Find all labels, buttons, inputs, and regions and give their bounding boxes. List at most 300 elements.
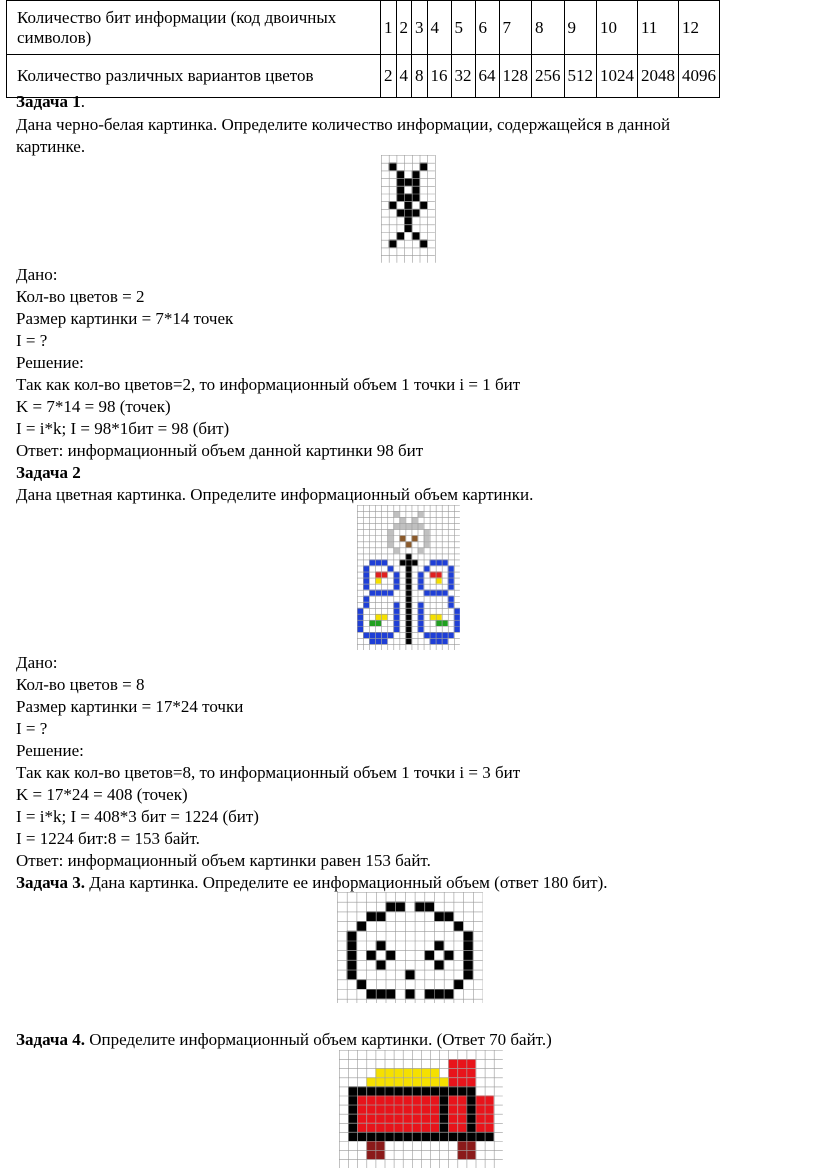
task2-unknown: I = ? — [16, 719, 48, 738]
pixel — [420, 163, 428, 171]
pixel — [376, 941, 386, 951]
task2-step1: Так как кол-во цветов=8, то информационный объем 1 точки i = 3 бит — [16, 763, 521, 782]
pixel — [347, 950, 357, 960]
pixel — [387, 566, 393, 572]
pixel — [393, 547, 399, 553]
pixel — [405, 590, 411, 596]
table-cell: 128 — [499, 55, 532, 98]
pixel — [424, 950, 434, 960]
pixel — [369, 590, 375, 596]
pixel — [421, 1068, 430, 1077]
pixel — [424, 529, 430, 535]
pixel — [434, 989, 444, 999]
pixel — [405, 602, 411, 608]
pixel — [348, 1123, 357, 1132]
pixel — [412, 1086, 421, 1095]
pixel — [436, 632, 442, 638]
pixel — [394, 1096, 403, 1105]
pixel — [466, 1068, 475, 1077]
pixel — [375, 1114, 384, 1123]
pixel — [454, 614, 460, 620]
pixel — [375, 1105, 384, 1114]
pixel — [436, 578, 442, 584]
pixel — [366, 1086, 375, 1095]
pixel — [476, 1123, 485, 1132]
pixel — [385, 1086, 394, 1095]
task2-heading — [16, 462, 81, 484]
pixel — [448, 1068, 457, 1077]
pixel — [442, 620, 448, 626]
pixel — [424, 632, 430, 638]
table-cell: 16 — [427, 55, 451, 98]
pixel — [375, 1096, 384, 1105]
pixel — [394, 1086, 403, 1095]
pixel — [421, 1132, 430, 1141]
pixel — [412, 1114, 421, 1123]
table-cell: 12 — [679, 1, 720, 55]
pixel — [405, 523, 411, 529]
task3-heading — [16, 872, 608, 894]
table-cell: 9 — [564, 1, 597, 55]
task1-title: Задача 1 — [16, 92, 81, 111]
table-cell: 256 — [532, 55, 565, 98]
pixel — [375, 578, 381, 584]
pixel — [405, 638, 411, 644]
pixel — [363, 578, 369, 584]
pixel — [385, 1114, 394, 1123]
pixel — [442, 590, 448, 596]
pixel — [348, 1105, 357, 1114]
pixel — [418, 572, 424, 578]
pixel — [375, 638, 381, 644]
table-cell: 4096 — [679, 55, 720, 98]
pixel — [404, 209, 412, 217]
pixel — [375, 590, 381, 596]
pixel — [457, 1059, 466, 1068]
pixel — [442, 632, 448, 638]
pixel — [466, 1086, 475, 1095]
pixel — [448, 602, 454, 608]
pixel — [430, 1086, 439, 1095]
task2-given: Дано: — [16, 653, 58, 672]
table-cell: 1024 — [597, 55, 638, 98]
pixel — [375, 1141, 384, 1150]
pixel — [381, 614, 387, 620]
pixel — [448, 566, 454, 572]
pixel — [403, 1086, 412, 1095]
task2-step4: I = 1224 бит:8 = 153 байт. — [16, 829, 200, 848]
table-cell: 2048 — [638, 55, 679, 98]
pixel — [393, 584, 399, 590]
pixel — [439, 1105, 448, 1114]
pixel — [439, 1077, 448, 1086]
pixel — [466, 1132, 475, 1141]
pixel — [385, 1132, 394, 1141]
pixel — [347, 970, 357, 980]
table-cell: 4 — [396, 55, 412, 98]
pixel — [357, 1123, 366, 1132]
pixel — [366, 1150, 375, 1159]
table-cell: 512 — [564, 55, 597, 98]
pixel — [485, 1132, 494, 1141]
pixel — [411, 535, 417, 541]
pixel — [366, 1123, 375, 1132]
pixel — [430, 638, 436, 644]
pixel — [403, 1096, 412, 1105]
task1-desc-line2: картинке. — [16, 137, 86, 156]
pixel — [404, 178, 412, 186]
pixel — [476, 1114, 485, 1123]
pixel — [457, 1123, 466, 1132]
pixel — [430, 590, 436, 596]
pixel — [476, 1096, 485, 1105]
table-row — [7, 55, 720, 98]
pixel — [393, 511, 399, 517]
pixel — [424, 989, 434, 999]
pixel — [439, 1096, 448, 1105]
pixel — [448, 584, 454, 590]
pixel — [485, 1123, 494, 1132]
pixel — [424, 590, 430, 596]
pixel — [369, 620, 375, 626]
task1-colors: Кол-во цветов = 2 — [16, 287, 145, 306]
pixel — [356, 979, 366, 989]
pixel — [357, 608, 363, 614]
pixel — [453, 979, 463, 989]
pixel — [394, 1068, 403, 1077]
pixel — [442, 559, 448, 565]
table-cell: 7 — [499, 1, 532, 55]
table-cell: 4 — [427, 1, 451, 55]
pixel — [448, 632, 454, 638]
pixel — [457, 1068, 466, 1077]
pixel — [356, 921, 366, 931]
task3-title: Задача 3. — [16, 873, 85, 892]
pixel — [418, 614, 424, 620]
pixel — [405, 572, 411, 578]
pixel — [418, 602, 424, 608]
task1-unknown: I = ? — [16, 331, 48, 350]
pixel — [466, 1096, 475, 1105]
pixel — [403, 1105, 412, 1114]
pixel — [485, 1105, 494, 1114]
pixel — [412, 1123, 421, 1132]
pixel — [363, 566, 369, 572]
pixel — [424, 535, 430, 541]
pixel — [457, 1114, 466, 1123]
pixel — [389, 201, 397, 209]
pixel — [394, 1114, 403, 1123]
pixel — [395, 902, 405, 912]
pixel — [375, 572, 381, 578]
pixel — [393, 614, 399, 620]
table-cell: 5 — [451, 1, 475, 55]
pixel — [366, 1141, 375, 1150]
pixel — [387, 590, 393, 596]
pixel — [375, 620, 381, 626]
pixel — [396, 194, 404, 202]
pixel — [412, 178, 420, 186]
task1-given: Дано: — [16, 265, 58, 284]
pixel — [393, 608, 399, 614]
pixel — [448, 1059, 457, 1068]
pixel — [357, 626, 363, 632]
pixel — [369, 638, 375, 644]
pixel — [418, 547, 424, 553]
pixel — [393, 602, 399, 608]
pixel — [485, 1114, 494, 1123]
pixel — [430, 1096, 439, 1105]
pixel — [405, 614, 411, 620]
pixel — [457, 1077, 466, 1086]
pixel — [376, 989, 386, 999]
pixel — [375, 1132, 384, 1141]
pixel — [403, 1068, 412, 1077]
task1-step1: Так как кол-во цветов=2, то информационный объем 1 точки i = 1 бит — [16, 375, 521, 394]
pixel — [430, 1123, 439, 1132]
pixel — [403, 1114, 412, 1123]
table-cell: 3 — [412, 1, 428, 55]
pixel — [385, 1068, 394, 1077]
pixel — [418, 626, 424, 632]
table-cell: 2 — [396, 1, 412, 55]
pixel — [348, 1096, 357, 1105]
pixel — [436, 614, 442, 620]
pixel — [405, 553, 411, 559]
pixel — [418, 578, 424, 584]
pixel — [366, 1077, 375, 1086]
pixel — [363, 602, 369, 608]
pixel — [454, 626, 460, 632]
pixel — [439, 1086, 448, 1095]
task4-heading — [16, 1029, 552, 1051]
pixel — [393, 572, 399, 578]
pixel — [418, 523, 424, 529]
pixel — [434, 941, 444, 951]
pixel — [424, 902, 434, 912]
pixel — [399, 535, 405, 541]
pixel — [389, 163, 397, 171]
pixel — [421, 1114, 430, 1123]
pixel — [387, 632, 393, 638]
table-cell: 6 — [475, 1, 499, 55]
bits-colors-table — [6, 0, 720, 98]
pixel — [411, 559, 417, 565]
pixel — [463, 960, 473, 970]
table-cell: 1 — [381, 1, 397, 55]
pixel — [375, 1068, 384, 1077]
pixel — [448, 578, 454, 584]
pixel — [436, 638, 442, 644]
pixel — [403, 1123, 412, 1132]
pixel — [412, 186, 420, 194]
task2-solution-label: Решение: — [16, 741, 84, 760]
pixel — [420, 201, 428, 209]
pixel — [404, 194, 412, 202]
pixel — [405, 566, 411, 572]
pixel — [411, 517, 417, 523]
task1-solution-label: Решение: — [16, 353, 84, 372]
pixel — [381, 572, 387, 578]
pixel — [375, 1150, 384, 1159]
pixel — [376, 960, 386, 970]
pixel — [375, 614, 381, 620]
pixel — [430, 632, 436, 638]
pixel — [366, 1114, 375, 1123]
pixel — [420, 240, 428, 248]
pixel — [375, 1123, 384, 1132]
pixel — [405, 608, 411, 614]
pixel — [448, 596, 454, 602]
task2-step3: I = i*k; I = 408*3 бит = 1224 (бит) — [16, 807, 259, 826]
table-cell: 64 — [475, 55, 499, 98]
pixel — [394, 1123, 403, 1132]
pixel — [385, 1077, 394, 1086]
pixel — [421, 1086, 430, 1095]
pixel — [399, 523, 405, 529]
pixel — [357, 1086, 366, 1095]
pixel — [405, 596, 411, 602]
pixel — [457, 1105, 466, 1114]
pixel — [466, 1059, 475, 1068]
task1-answer: Ответ: информационный объем данной картинки 98 бит — [16, 441, 424, 460]
task4-desc: Определите информационный объем картинки. (Ответ 70 байт.) — [84, 1030, 552, 1049]
pixel — [457, 1086, 466, 1095]
pixel — [476, 1105, 485, 1114]
pixel — [405, 620, 411, 626]
pixel — [411, 523, 417, 529]
pixel — [436, 620, 442, 626]
pixel — [381, 559, 387, 565]
pixel — [424, 541, 430, 547]
pixel — [439, 1132, 448, 1141]
pixel — [436, 572, 442, 578]
pixel — [444, 950, 454, 960]
task1-heading — [16, 91, 85, 113]
pixel — [448, 1123, 457, 1132]
pixel — [399, 517, 405, 523]
pixel — [430, 1105, 439, 1114]
pixel — [394, 1132, 403, 1141]
task1-step3: I = i*k; I = 98*1бит = 98 (бит) — [16, 419, 230, 438]
pixel — [366, 911, 376, 921]
pixel — [396, 178, 404, 186]
pixel — [381, 638, 387, 644]
pixel — [357, 1105, 366, 1114]
pixel — [381, 590, 387, 596]
pixel — [454, 608, 460, 614]
task2-answer: Ответ: информационный объем картинки равен 153 байт. — [16, 851, 431, 870]
pixel — [448, 1105, 457, 1114]
pixel — [424, 566, 430, 572]
table-row — [7, 1, 720, 55]
task3-desc: Дана картинка. Определите ее информационный объем (ответ 180 бит). — [84, 873, 608, 892]
bw-pixel-picture — [381, 155, 437, 263]
pixel — [396, 186, 404, 194]
pixel — [375, 559, 381, 565]
pixel — [457, 1141, 466, 1150]
pixel — [463, 931, 473, 941]
pixel — [439, 1123, 448, 1132]
task1-step2: K = 7*14 = 98 (точек) — [16, 397, 171, 416]
pixel — [430, 1077, 439, 1086]
pixel — [405, 541, 411, 547]
pixel — [386, 950, 396, 960]
pixel — [436, 590, 442, 596]
pixel — [396, 170, 404, 178]
pixel — [457, 1096, 466, 1105]
pixel — [405, 989, 415, 999]
pixel — [369, 632, 375, 638]
pixel — [357, 1132, 366, 1141]
pixel — [448, 572, 454, 578]
pixel — [430, 614, 436, 620]
pixel — [439, 1114, 448, 1123]
pixel — [405, 632, 411, 638]
pixel — [348, 1086, 357, 1095]
row-label: Количество бит информации (код двоичных символов) — [7, 1, 381, 55]
task1-title-tail: . — [80, 92, 85, 111]
pixel — [347, 931, 357, 941]
face-pixel-picture — [337, 892, 483, 1003]
pixel — [412, 1105, 421, 1114]
pixel — [436, 559, 442, 565]
pixel — [363, 596, 369, 602]
pixel — [381, 632, 387, 638]
pixel — [386, 902, 396, 912]
pixel — [430, 1132, 439, 1141]
pixel — [418, 608, 424, 614]
pixel — [412, 232, 420, 240]
pixel — [393, 578, 399, 584]
pixel — [376, 911, 386, 921]
pixel — [404, 217, 412, 225]
pixel — [415, 902, 425, 912]
pixel — [448, 1077, 457, 1086]
row-label: Количество различных вариантов цветов — [7, 55, 381, 98]
pixel — [448, 1096, 457, 1105]
pixel — [421, 1077, 430, 1086]
pixel — [396, 209, 404, 217]
pixel — [357, 1096, 366, 1105]
pixel — [412, 1096, 421, 1105]
pixel — [405, 578, 411, 584]
task2-title: Задача 2 — [16, 463, 81, 482]
pixel — [357, 620, 363, 626]
task2-size: Размер картинки = 17*24 точки — [16, 697, 244, 716]
pixel — [430, 572, 436, 578]
pixel — [448, 1086, 457, 1095]
table-cell: 11 — [638, 1, 679, 55]
pixel — [412, 1068, 421, 1077]
pixel — [434, 911, 444, 921]
table-cell: 8 — [412, 55, 428, 98]
pixel — [466, 1123, 475, 1132]
pixel — [457, 1150, 466, 1159]
pixel — [396, 232, 404, 240]
pixel — [347, 941, 357, 951]
task4-title: Задача 4. — [16, 1030, 85, 1049]
pixel — [404, 201, 412, 209]
pixel — [412, 194, 420, 202]
pixel — [466, 1141, 475, 1150]
pixel — [434, 960, 444, 970]
task2-desc: Дана цветная картинка. Определите информационный объем картинки. — [16, 485, 534, 504]
pixel — [387, 529, 393, 535]
pixel — [442, 638, 448, 644]
pixel — [347, 960, 357, 970]
pixel — [421, 1096, 430, 1105]
